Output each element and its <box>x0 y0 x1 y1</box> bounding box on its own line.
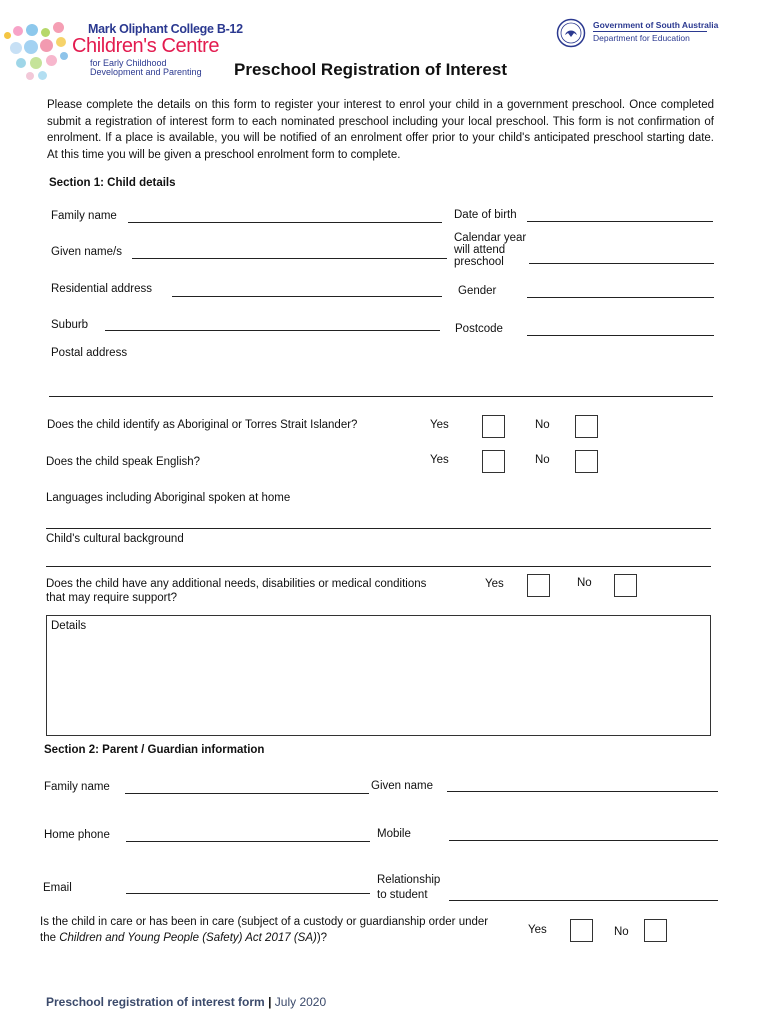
languages-label: Languages including Aboriginal spoken at home <box>46 492 291 504</box>
college-logo <box>4 22 244 82</box>
calendar-year-label: Calendar year will attend preschool <box>454 232 527 268</box>
footer-date: July 2020 <box>274 995 327 1009</box>
details-textarea[interactable] <box>46 615 711 736</box>
aboriginal-yes-label: Yes <box>430 419 449 431</box>
logo-dot <box>13 26 23 36</box>
footer <box>46 995 326 1009</box>
logo-subtitle-2: Development and Parenting <box>90 67 202 77</box>
logo-dot <box>40 39 53 52</box>
cultural-background-label: Child's cultural background <box>46 533 184 545</box>
logo-dot <box>26 72 34 80</box>
needs-no-checkbox[interactable] <box>614 574 637 597</box>
logo-dot <box>26 24 38 36</box>
care-no-label: No <box>614 926 629 938</box>
given-names-field[interactable] <box>132 258 447 259</box>
postcode-label: Postcode <box>455 323 503 335</box>
gender-field[interactable] <box>527 297 714 298</box>
government-logo <box>556 18 719 50</box>
date-of-birth-field[interactable] <box>527 221 713 222</box>
calendar-year-field[interactable] <box>529 263 714 264</box>
details-label: Details <box>51 620 87 632</box>
email-label: Email <box>43 882 72 894</box>
given-names-label: Given name/s <box>51 246 122 258</box>
care-question-text: Is the child in care or has been in care (subject of a custody or guardianship order under the <box>40 916 489 944</box>
cultural-background-field[interactable] <box>46 566 711 567</box>
mobile-field[interactable] <box>449 840 718 841</box>
section-1-heading: Section 1: Child details <box>49 177 176 189</box>
english-yes-checkbox[interactable] <box>482 450 505 473</box>
family-name-label: Family name <box>51 210 117 222</box>
english-yes-label: Yes <box>430 454 449 466</box>
care-question-act: Children and Young People (Safety) Act 2017 (SA) <box>59 931 317 944</box>
logo-dot <box>60 52 68 60</box>
page-title: Preschool Registration of Interest <box>234 60 507 79</box>
logo-dot <box>16 58 26 68</box>
suburb-label: Suburb <box>51 319 89 331</box>
languages-field[interactable] <box>46 528 711 529</box>
additional-needs-question: Does the child have any additional needs, disabilities or medical conditions that may require support? <box>46 578 427 604</box>
aboriginal-no-label: No <box>535 419 550 431</box>
department-name: Department for Education <box>593 33 690 43</box>
government-divider <box>593 31 707 32</box>
date-of-birth-label: Date of birth <box>454 209 517 221</box>
logo-dot <box>24 40 38 54</box>
gender-label: Gender <box>458 285 497 297</box>
care-yes-label: Yes <box>528 924 547 936</box>
english-no-checkbox[interactable] <box>575 450 598 473</box>
aboriginal-question: Does the child identify as Aboriginal or Torres Strait Islander? <box>47 419 358 431</box>
residential-address-field[interactable] <box>172 296 442 297</box>
logo-dot <box>46 55 57 66</box>
footer-form-name: Preschool registration of interest form <box>46 995 265 1009</box>
section-2-heading: Section 2: Parent / Guardian information <box>44 744 265 756</box>
needs-yes-label: Yes <box>485 578 504 590</box>
care-question <box>40 915 490 946</box>
parent-given-name-field[interactable] <box>447 791 718 792</box>
government-name: Government of South Australia <box>593 20 719 30</box>
suburb-field[interactable] <box>105 330 440 331</box>
residential-address-label: Residential address <box>51 283 153 295</box>
logo-dot <box>4 32 11 39</box>
parent-given-name-label: Given name <box>371 780 434 792</box>
mobile-label: Mobile <box>377 828 411 840</box>
logo-college-name: Mark Oliphant College B-12 <box>88 22 243 36</box>
relationship-label: Relationship to student <box>377 874 441 901</box>
relationship-field[interactable] <box>449 900 718 901</box>
english-no-label: No <box>535 454 550 466</box>
english-question: Does the child speak English? <box>46 456 201 468</box>
postal-address-label: Postal address <box>51 347 128 359</box>
footer-separator: | <box>268 995 272 1009</box>
logo-subtitle-1: for Early Childhood <box>90 58 167 68</box>
care-no-checkbox[interactable] <box>644 919 667 942</box>
logo-dot <box>41 28 50 37</box>
postcode-field[interactable] <box>527 335 714 336</box>
logo-dot <box>30 57 42 69</box>
parent-family-name-label: Family name <box>44 781 110 793</box>
needs-no-label: No <box>577 577 592 589</box>
care-yes-checkbox[interactable] <box>570 919 593 942</box>
logo-centre-name: Children's Centre <box>72 35 220 57</box>
government-crest-icon <box>556 18 586 48</box>
care-question-end: )? <box>316 931 328 944</box>
logo-dot <box>38 71 47 80</box>
parent-family-name-field[interactable] <box>125 793 369 794</box>
family-name-field[interactable] <box>128 222 442 223</box>
intro-paragraph: Please complete the details on this form to register your interest to enrol your child in a government preschool. Once completed submit a registration of interest form to each nominated preschool including your local preschool. This form is not confirmation of enrolment. If a place is available, you will be notified of an enrolment offer prior to your child's anticipated preschool starting date. At this time you will be given a preschool enrolment form to complete. <box>47 99 714 161</box>
aboriginal-yes-checkbox[interactable] <box>482 415 505 438</box>
postal-address-field[interactable] <box>49 396 713 397</box>
logo-dot <box>56 37 66 47</box>
home-phone-label: Home phone <box>44 829 110 841</box>
logo-dot <box>53 22 64 33</box>
email-field[interactable] <box>126 893 370 894</box>
home-phone-field[interactable] <box>126 841 370 842</box>
aboriginal-no-checkbox[interactable] <box>575 415 598 438</box>
needs-yes-checkbox[interactable] <box>527 574 550 597</box>
logo-dot <box>10 42 22 54</box>
